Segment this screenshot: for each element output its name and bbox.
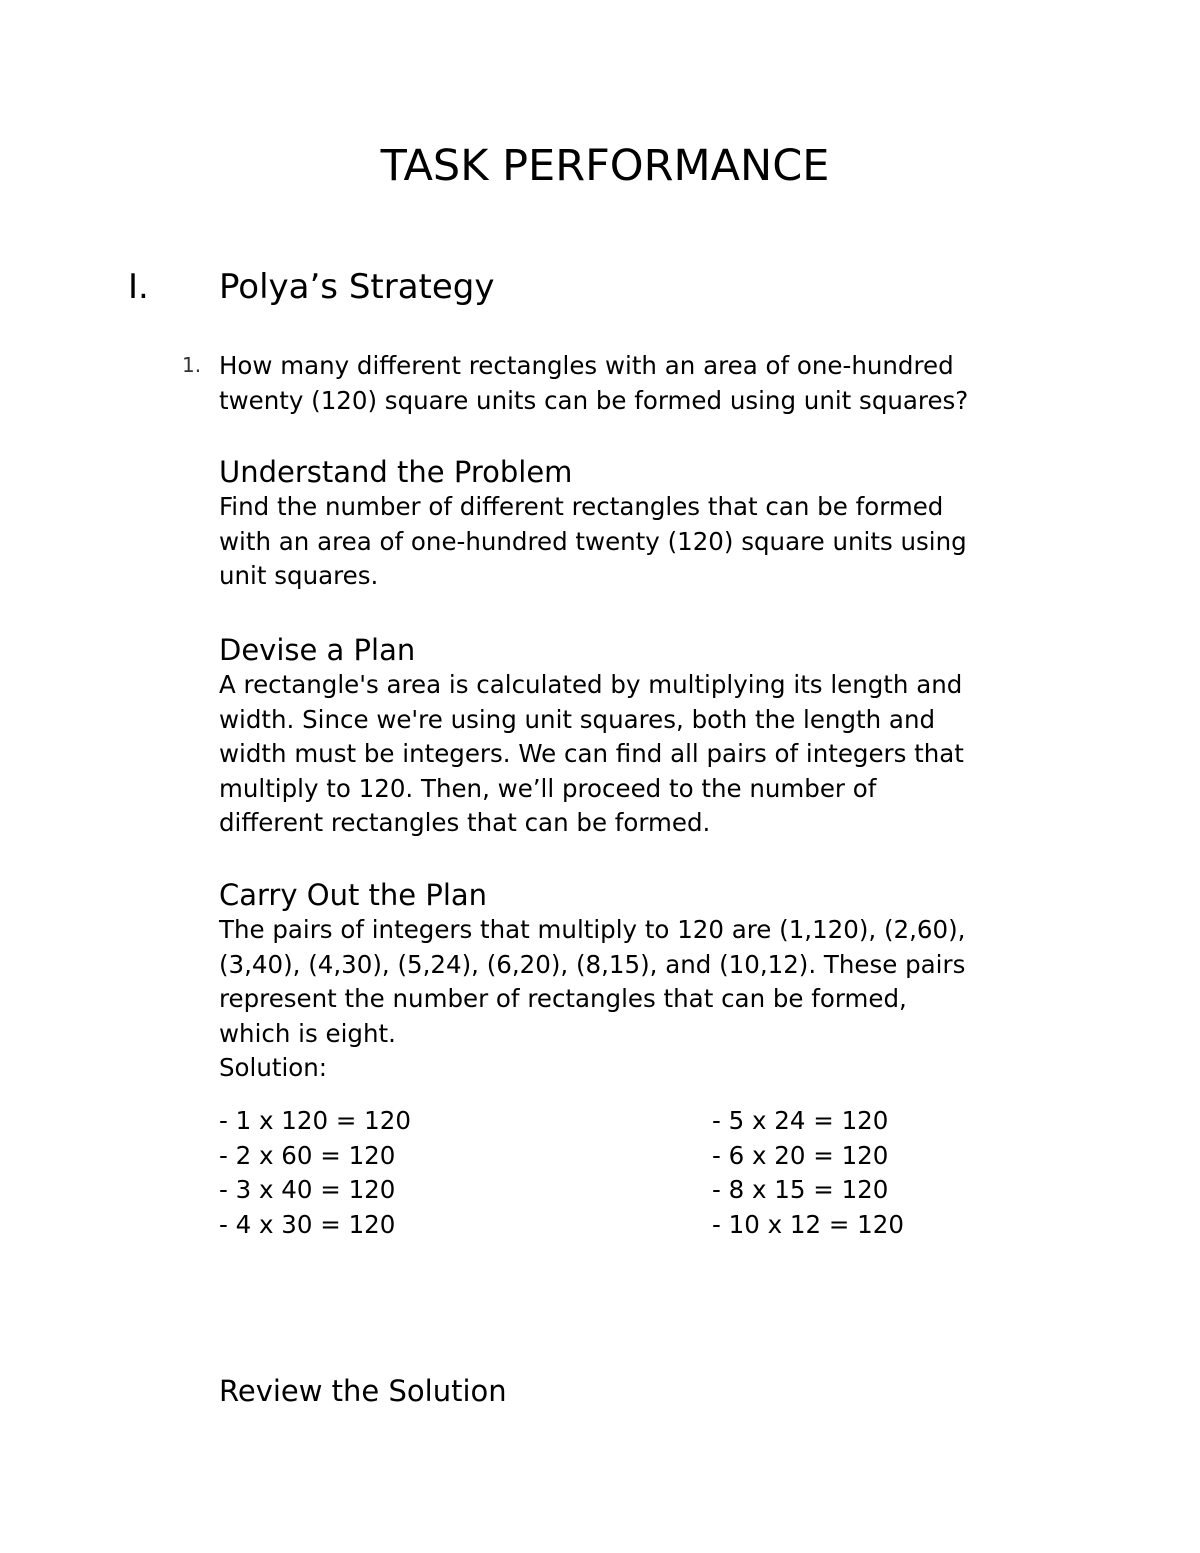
section-title: Polya’s Strategy bbox=[219, 267, 495, 307]
question-line-1: How many different rectangles with an area of one-hundred bbox=[219, 351, 954, 380]
understand-line: with an area of one-hundred twenty (120) square units using bbox=[219, 526, 967, 556]
carry-heading: Carry Out the Plan bbox=[219, 878, 488, 912]
understand-line: unit squares. bbox=[219, 561, 379, 591]
understand-line: Find the number of different rectangles that can be formed bbox=[219, 492, 944, 521]
page-title: TASK PERFORMANCE bbox=[380, 141, 830, 191]
devise-line: multiply to 120. Then, we’ll proceed to the number of bbox=[219, 773, 877, 803]
understand-heading: Understand the Problem bbox=[219, 455, 573, 489]
equation-line: - 3 x 40 = 120 bbox=[219, 1175, 396, 1204]
question-item bbox=[182, 348, 1082, 418]
equations-left-column bbox=[219, 1104, 411, 1242]
section-heading bbox=[128, 266, 495, 308]
equation-line: - 8 x 15 = 120 bbox=[712, 1175, 889, 1204]
solution-label: Solution: bbox=[219, 1053, 328, 1083]
devise-line: width must be integers. We can find all pairs of integers that bbox=[219, 739, 964, 769]
equations-right-column bbox=[712, 1104, 904, 1242]
equation-line: - 5 x 24 = 120 bbox=[712, 1106, 889, 1135]
question-line-2: twenty (120) square units can be formed using unit squares? bbox=[219, 386, 969, 415]
review-heading: Review the Solution bbox=[219, 1374, 507, 1408]
devise-line: A rectangle's area is calculated by multiplying its length and bbox=[219, 670, 963, 699]
devise-heading: Devise a Plan bbox=[219, 633, 416, 667]
question-number: 1. bbox=[182, 353, 202, 377]
carry-line: The pairs of integers that multiply to 120 are (1,120), (2,60), bbox=[219, 915, 966, 944]
carry-out-section bbox=[219, 877, 1099, 1086]
review-section bbox=[219, 1373, 1099, 1409]
equation-line: - 10 x 12 = 120 bbox=[712, 1209, 904, 1239]
devise-line: width. Since we're using unit squares, both the length and bbox=[219, 704, 936, 734]
carry-line: (3,40), (4,30), (5,24), (6,20), (8,15), and (10,12). These pairs bbox=[219, 949, 966, 979]
carry-line: represent the number of rectangles that can be formed, bbox=[219, 984, 907, 1014]
equation-line: - 4 x 30 = 120 bbox=[219, 1209, 396, 1239]
equation-line: - 6 x 20 = 120 bbox=[712, 1140, 889, 1170]
equation-line: - 2 x 60 = 120 bbox=[219, 1140, 396, 1170]
carry-line: which is eight. bbox=[219, 1018, 396, 1048]
devise-line: different rectangles that can be formed. bbox=[219, 808, 711, 838]
section-numeral: I. bbox=[128, 267, 149, 307]
understand-section bbox=[219, 454, 1099, 594]
equation-line: - 1 x 120 = 120 bbox=[219, 1106, 411, 1135]
devise-section bbox=[219, 632, 1099, 841]
